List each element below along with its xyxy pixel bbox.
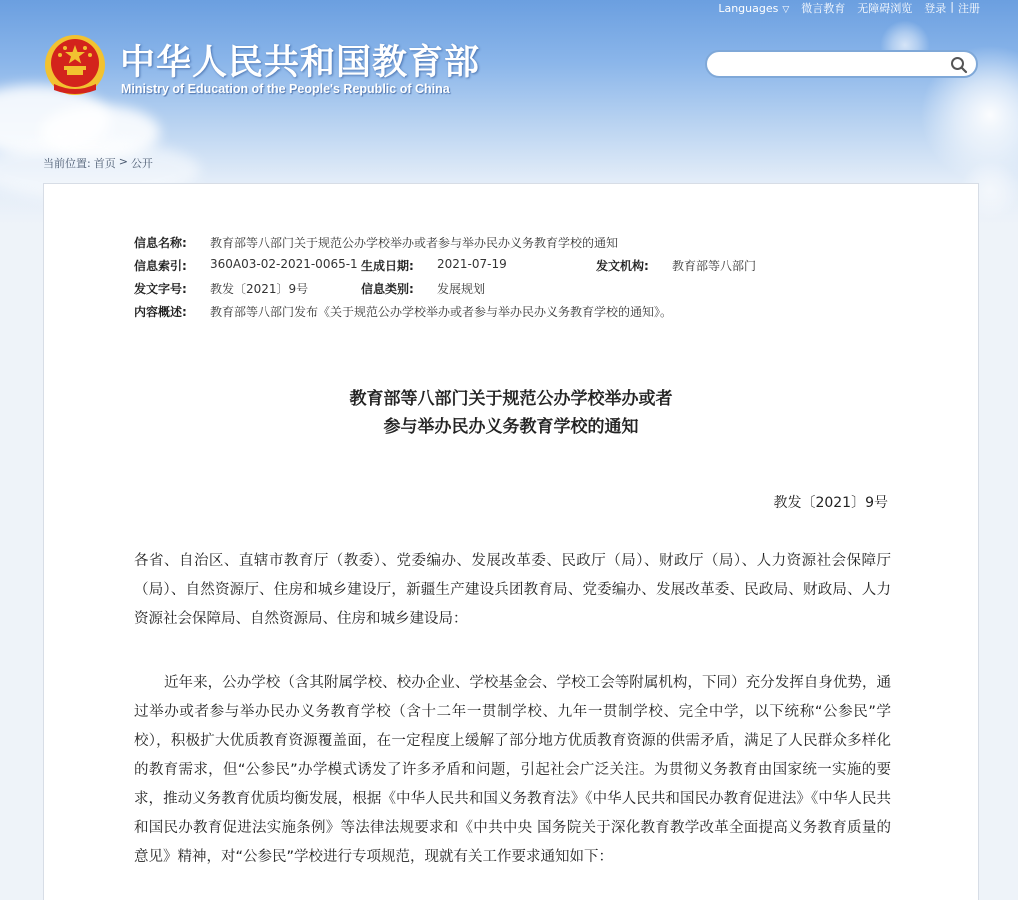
meta-summary-label: 内容概述: bbox=[134, 305, 187, 319]
search-input[interactable] bbox=[719, 53, 949, 75]
meta-index-value: 360A03-02-2021-0065-1 bbox=[210, 257, 358, 271]
chevron-down-icon: ▽ bbox=[782, 4, 790, 15]
paragraph-addressees: 各省、自治区、直辖市教育厅（教委）、党委编办、发展改革委、民政厅（局）、财政厅（局）、人力资源社会保障厅（局）、自然资源厅、住房和城乡建设厅，新疆生产建设兵团教育局、党委编办、发展改革委、民政局、财政局、人力资源社会保障局、自然资源局、住房和城乡建设局： bbox=[134, 553, 891, 627]
search-icon[interactable] bbox=[950, 56, 968, 74]
document-number: 教发〔2021〕9号 bbox=[773, 495, 888, 511]
register-link[interactable]: 注册 bbox=[958, 2, 980, 15]
meta-date-value: 2021-07-19 bbox=[437, 257, 507, 271]
meta-issuer-label: 发文机构: bbox=[596, 259, 649, 273]
document-title-line2: 参与举办民办义务教育学校的通知 bbox=[383, 417, 639, 437]
login-link[interactable]: 登录 bbox=[924, 2, 947, 15]
breadcrumb-separator: > bbox=[118, 155, 128, 168]
meta-summary-value: 教育部等八部门发布《关于规范公办学校举办或者参与举办民办义务教育学校的通知》。 bbox=[210, 305, 673, 319]
meta-name-label: 信息名称: bbox=[134, 236, 187, 250]
meta-index-label: 信息索引: bbox=[134, 259, 187, 273]
article-panel bbox=[43, 183, 979, 900]
breadcrumb-prefix: 当前位置: bbox=[43, 157, 91, 170]
languages-menu[interactable]: Languages ▽ bbox=[718, 1, 790, 15]
breadcrumb-home[interactable]: 首页 bbox=[93, 157, 116, 170]
accessible-browse-link[interactable]: 无障碍浏览 bbox=[857, 2, 913, 15]
weibo-link[interactable]: 微言教育 bbox=[801, 2, 846, 15]
breadcrumb bbox=[43, 155, 153, 171]
search-box[interactable] bbox=[705, 50, 978, 78]
breadcrumb-current[interactable]: 公开 bbox=[130, 157, 153, 170]
document-title-line1: 教育部等八部门关于规范公办学校举办或者 bbox=[349, 389, 673, 409]
site-title[interactable]: 中华人民共和国教育部 bbox=[120, 43, 481, 83]
meta-category-value: 发展规划 bbox=[437, 282, 486, 296]
site-subtitle: Ministry of Education of the People's Republic of China bbox=[121, 82, 450, 96]
meta-issuer-value: 教育部等八部门 bbox=[672, 259, 757, 273]
meta-category-label: 信息类别: bbox=[361, 282, 414, 296]
paragraph-body: 近年来，公办学校（含其附属学校、校办企业、学校基金会、学校工会等附属机构，下同）充分发挥自身优势，通过举办或者参与举办民办义务教育学校（含十二年一贯制学校、九年一贯制学校、完全中学，以下统称“公参民”学校），积极扩大优质教育资源覆盖面，在一定程度上缓解了部分地方优质教育资源的供需矛盾，满足了人民群众多样化的教育需求，但“公参民”办学模式诱发了许多矛盾和问题，引起社会广泛关注。为贯彻义务教育由国家统一实施的要求，推动义务教育优质均衡发展，根据《中华人民共和国义务教育法》《中华人民共和国民办教育促进法》《中华人民共和国民办教育促进法实施条例》等法律法规要求和《中共中央 国务院关于深化教育教学改革全面提高义务教育质量的意见》精神，对“公参民”学校进行专项规范，现就有关工作要求通知如下： bbox=[134, 675, 891, 865]
top-navigation bbox=[718, 0, 980, 16]
separator: | bbox=[950, 0, 954, 13]
meta-name-value: 教育部等八部门关于规范公办学校举办或者参与举办民办义务教育学校的通知 bbox=[210, 236, 619, 250]
document-title bbox=[44, 385, 978, 441]
meta-date-label: 生成日期: bbox=[361, 259, 414, 273]
meta-docno-value: 教发〔2021〕9号 bbox=[210, 282, 309, 296]
national-emblem-icon bbox=[44, 34, 106, 96]
meta-docno-label: 发文字号: bbox=[134, 282, 187, 296]
